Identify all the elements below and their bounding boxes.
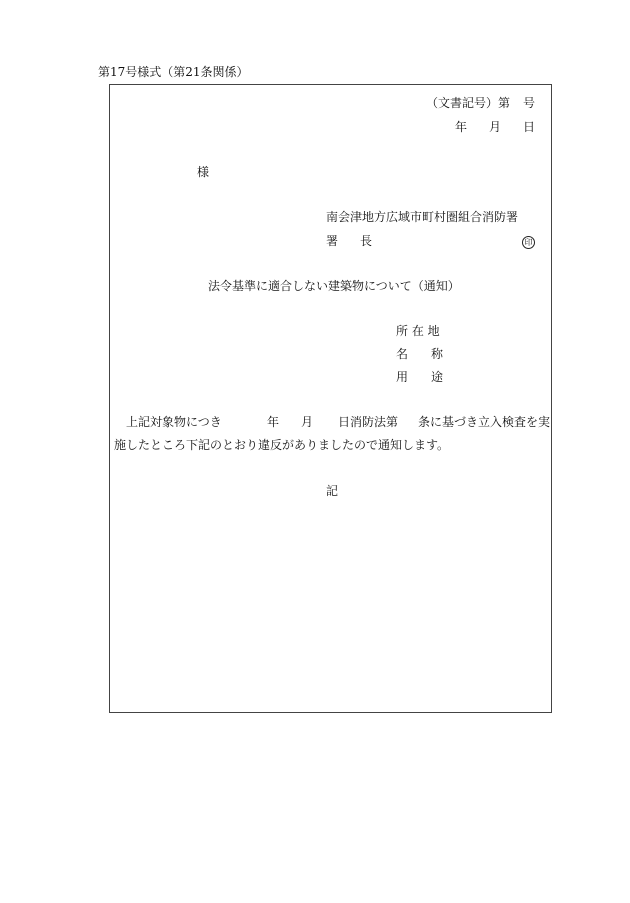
property-usage-label-left: 用 [396,370,409,384]
doc-number-unit: 号 [523,96,536,110]
doc-number-label: （文書記号）第 [426,96,511,110]
property-name-label-left: 名 [396,347,409,361]
date-month: 月 [489,120,502,134]
sender-organization: 南会津地方広域市町村圏組合消防署 [326,210,519,224]
body-line2: 施したところ下記のとおり違反がありましたので通知します。 [114,438,450,452]
addressee-suffix: 様 [197,165,210,179]
body-line1-month: 月 [301,415,314,429]
date-day: 日 [523,120,536,134]
property-location-label: 所 在 地 [396,324,440,338]
sender-title-left: 署 [326,234,339,248]
property-usage-label-right: 途 [431,370,444,384]
subject-line: 法令基準に適合しない建築物について（通知） [208,279,460,293]
body-line1-year: 年 [267,415,280,429]
seal-char: 印 [522,236,535,249]
document-frame [109,84,552,713]
ki-heading: 記 [326,484,339,498]
seal-mark [522,235,535,249]
property-name-label-right: 称 [431,347,444,361]
form-label: 第17号様式（第21条関係） [98,65,249,79]
body-line1-part4: 日消防法第 [338,415,399,429]
sender-title-right: 長 [360,234,373,248]
body-line1-part5: 条に基づき立入検査を実 [418,415,551,429]
body-line1-part1: 上記対象物につき [126,415,222,429]
date-year: 年 [455,120,468,134]
